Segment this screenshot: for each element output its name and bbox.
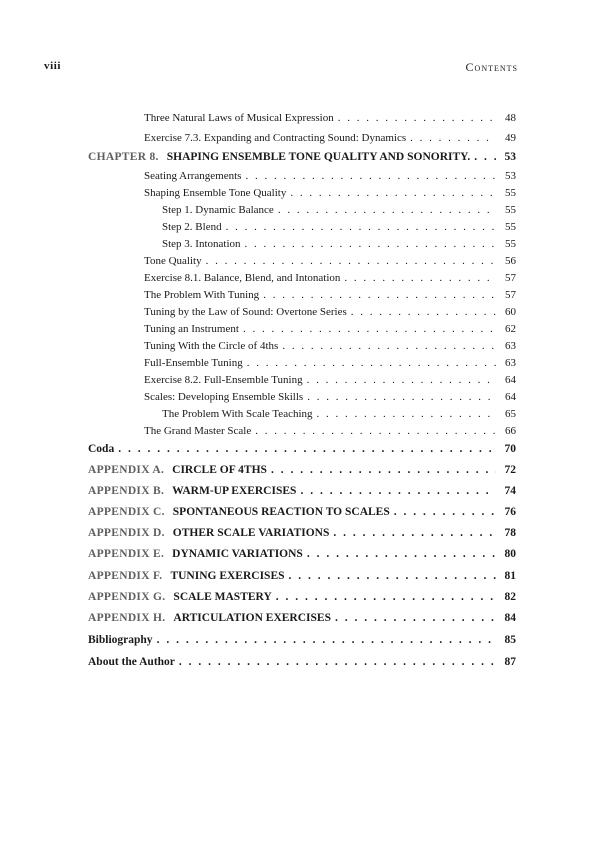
toc-leader-dots	[271, 464, 496, 476]
toc-entry-title: Tuning by the Law of Sound: Overtone Series	[144, 306, 347, 318]
toc-entry-page: 55	[505, 187, 516, 199]
toc-entry-page: 78	[504, 527, 516, 539]
toc-appendix-entry[interactable]	[88, 612, 516, 624]
toc-leader-dots	[344, 272, 496, 284]
appendix-label: APPENDIX G.	[88, 591, 166, 603]
chapter-label: CHAPTER 8.	[88, 151, 159, 163]
toc-entry-page: 48	[505, 112, 516, 124]
toc-entry-title: Scales: Developing Ensemble Skills	[144, 391, 304, 403]
appendix-label: APPENDIX C.	[88, 506, 165, 518]
appendix-label: APPENDIX D.	[88, 527, 165, 539]
toc-entry-title: Exercise 8.2. Full-Ensemble Tuning	[144, 374, 303, 386]
toc-entry-title: About the Author	[88, 656, 175, 668]
toc-entry[interactable]	[144, 425, 516, 437]
toc-entry-title: The Grand Master Scale	[144, 425, 252, 437]
toc-leader-dots	[333, 527, 496, 539]
toc-leader-dots	[335, 612, 496, 624]
toc-appendix-entry[interactable]	[88, 548, 516, 560]
toc-leader-dots	[307, 391, 496, 403]
toc-entry-page: 85	[504, 634, 516, 646]
toc-entry-page: 65	[505, 408, 516, 420]
toc-leader-dots	[206, 255, 496, 267]
toc-entry-page: 55	[505, 204, 516, 216]
toc-leader-dots	[351, 306, 496, 318]
toc-leader-dots	[263, 289, 496, 301]
toc-entry-title: The Problem With Scale Teaching	[162, 408, 313, 420]
toc-leader-dots	[278, 204, 496, 216]
toc-entry-page: 53	[505, 170, 516, 182]
toc-leader-dots	[338, 112, 496, 124]
toc-leader-dots	[255, 425, 496, 437]
toc-entry-title: Step 1. Dynamic Balance	[162, 204, 274, 216]
toc-entry-page: 55	[505, 238, 516, 250]
toc-entry-title: CIRCLE OF 4THS	[172, 464, 267, 476]
toc-entry[interactable]	[144, 170, 516, 182]
toc-entry-page: 66	[505, 425, 516, 437]
toc-entry-title: Tone Quality	[144, 255, 202, 267]
toc-entry[interactable]	[144, 391, 516, 403]
running-title: Contents	[465, 60, 518, 74]
toc-appendix-entry[interactable]	[88, 527, 516, 539]
toc-entry-title: Coda	[88, 443, 115, 455]
toc-entry-page: 53	[504, 151, 516, 163]
toc-entry[interactable]	[144, 374, 516, 386]
toc-entry-title: Full-Ensemble Tuning	[144, 357, 243, 369]
toc-leader-dots	[300, 485, 496, 497]
toc-entry[interactable]	[144, 289, 516, 301]
toc-entry-page: 60	[505, 306, 516, 318]
toc-entry-title: SCALE MASTERY	[173, 591, 272, 603]
toc-entry[interactable]	[144, 340, 516, 352]
toc-entry-bibliography[interactable]	[88, 634, 516, 646]
toc-entry[interactable]	[144, 323, 516, 335]
toc-appendix-entry[interactable]	[88, 506, 516, 518]
page-number: viii	[44, 60, 62, 72]
toc-leader-dots	[179, 656, 496, 668]
toc-leader-dots	[118, 443, 496, 455]
toc-entry-title: WARM-UP EXERCISES	[172, 485, 297, 497]
toc-entry-page: 56	[505, 255, 516, 267]
toc-entry-page: 84	[504, 612, 516, 624]
toc-entry-coda[interactable]	[88, 443, 516, 455]
toc-entry-title: SHAPING ENSEMBLE TONE QUALITY AND SONORITY.	[166, 151, 471, 163]
toc-entry-page: 64	[505, 391, 516, 403]
toc-entry-page: 70	[504, 443, 516, 455]
toc-entry-page: 87	[504, 656, 516, 668]
toc-leader-dots	[290, 187, 496, 199]
toc-appendix-entry[interactable]	[88, 464, 516, 476]
toc-leader-dots	[474, 151, 496, 163]
toc-leader-dots	[247, 357, 496, 369]
toc-entry-page: 72	[504, 464, 516, 476]
toc-entry-title: Three Natural Laws of Musical Expression	[144, 112, 334, 124]
toc-chapter-entry[interactable]	[88, 151, 516, 163]
appendix-label: APPENDIX A.	[88, 464, 165, 476]
toc-entry[interactable]	[144, 255, 516, 267]
appendix-label: APPENDIX H.	[88, 612, 166, 624]
toc-entry-title: OTHER SCALE VARIATIONS	[172, 527, 330, 539]
toc-entry[interactable]	[144, 306, 516, 318]
toc-entry-title: Bibliography	[88, 634, 153, 646]
toc-appendix-entry[interactable]	[88, 570, 516, 582]
toc-entry-page: 49	[505, 132, 516, 144]
toc-entry-page: 57	[505, 272, 516, 284]
toc-leader-dots	[289, 570, 496, 582]
toc-leader-dots	[157, 634, 496, 646]
toc-entry-title: Shaping Ensemble Tone Quality	[144, 187, 287, 199]
toc-entry-page: 57	[505, 289, 516, 301]
toc-entry[interactable]	[144, 357, 516, 369]
toc-appendix-entry[interactable]	[88, 485, 516, 497]
toc-entry[interactable]	[162, 408, 516, 420]
toc-leader-dots	[394, 506, 496, 518]
toc-entry[interactable]	[162, 221, 516, 233]
toc-entry-page: 82	[504, 591, 516, 603]
toc-entry-page: 63	[505, 357, 516, 369]
toc-entry-page: 80	[504, 548, 516, 560]
toc-appendix-entry[interactable]	[88, 591, 516, 603]
toc-entry-page: 74	[504, 485, 516, 497]
toc-entry[interactable]	[144, 112, 516, 124]
toc-entry[interactable]	[144, 272, 516, 284]
toc-entry-title: Step 3. Intonation	[162, 238, 241, 250]
toc-entry-title: The Problem With Tuning	[144, 289, 260, 301]
toc-entry-page: 81	[504, 570, 516, 582]
toc-entry[interactable]	[162, 204, 516, 216]
toc-entry-page: 76	[504, 506, 516, 518]
toc-entry-title: Tuning an Instrument	[144, 323, 239, 335]
toc-entry-title: DYNAMIC VARIATIONS	[172, 548, 303, 560]
toc-leader-dots	[276, 591, 496, 603]
toc-entry-page: 62	[505, 323, 516, 335]
toc-entry[interactable]	[144, 187, 516, 199]
toc-leader-dots	[317, 408, 496, 420]
toc-leader-dots	[307, 548, 496, 560]
toc-leader-dots	[245, 170, 496, 182]
toc-entry-title: Exercise 8.1. Balance, Blend, and Intonation	[144, 272, 341, 284]
toc-entry-title: SPONTANEOUS REACTION TO SCALES	[172, 506, 390, 518]
toc-leader-dots	[245, 238, 496, 250]
toc-leader-dots	[282, 340, 496, 352]
toc-leader-dots	[226, 221, 496, 233]
toc-entry-title: TUNING EXERCISES	[170, 570, 285, 582]
appendix-label: APPENDIX B.	[88, 485, 165, 497]
toc-entry-page: 64	[505, 374, 516, 386]
toc-leader-dots	[307, 374, 496, 386]
toc-entry-page: 55	[505, 221, 516, 233]
toc-entry-title: Exercise 7.3. Expanding and Contracting Sound: Dynamics	[144, 132, 407, 144]
toc-leader-dots	[243, 323, 496, 335]
toc-entry-page: 63	[505, 340, 516, 352]
toc-entry[interactable]	[144, 132, 516, 144]
toc-entry-title: Tuning With the Circle of 4ths	[144, 340, 279, 352]
toc-entry-title: ARTICULATION EXERCISES	[173, 612, 331, 624]
appendix-label: APPENDIX E.	[88, 548, 165, 560]
toc-entry-title: Step 2. Blend	[162, 221, 222, 233]
appendix-label: APPENDIX F.	[88, 570, 163, 582]
toc-leader-dots	[410, 132, 496, 144]
toc-entry-title: Seating Arrangements	[144, 170, 242, 182]
toc-entry[interactable]	[162, 238, 516, 250]
toc-entry-about-author[interactable]	[88, 656, 516, 668]
